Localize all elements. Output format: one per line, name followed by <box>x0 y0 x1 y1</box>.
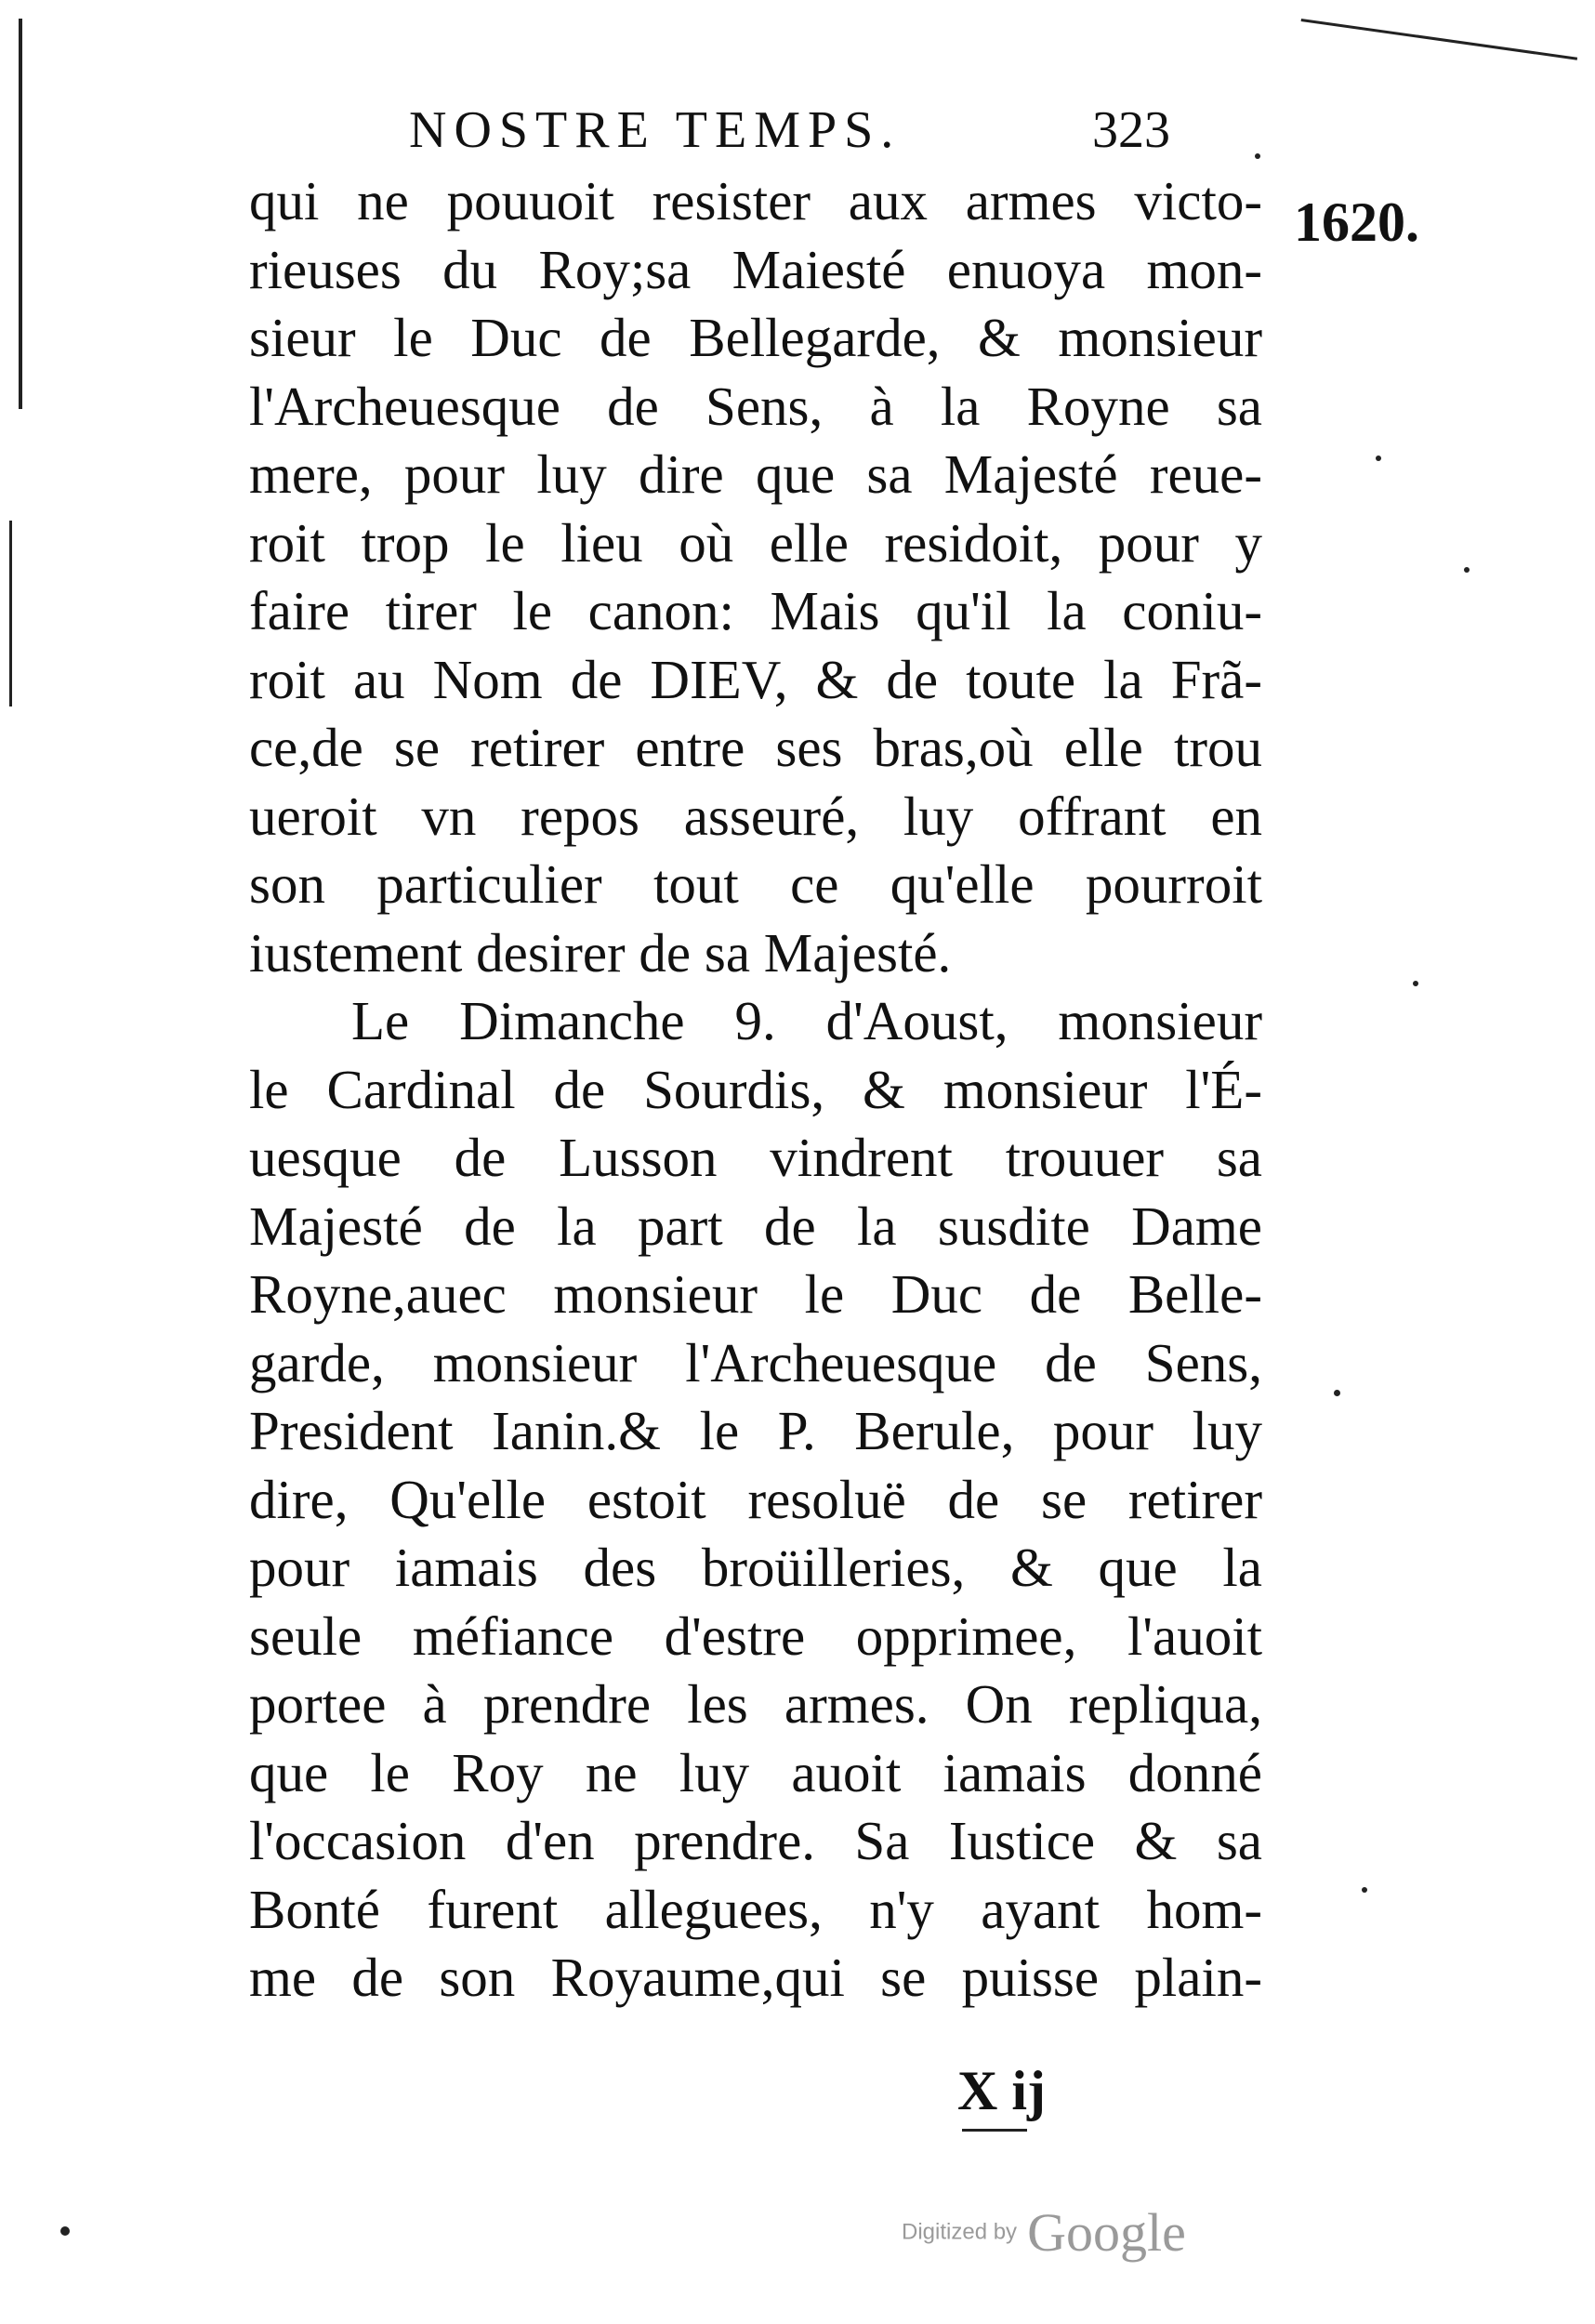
text-line: faire tirer le canon: Mais qu'il la coniu- <box>249 580 1262 641</box>
page-number: 323 <box>1092 101 1170 159</box>
text-line: que le Roy ne luy auoit iamais donné <box>249 1741 1262 1803</box>
text-line: portee à prendre les armes. On repliqua, <box>249 1673 1262 1735</box>
ink-speck <box>1334 1390 1340 1396</box>
text-line: uesque de Lusson vindrent trouuer sa <box>249 1127 1262 1188</box>
running-head: NOSTRE TEMPS. <box>409 101 902 159</box>
text-line: Royne,auec monsieur le Duc de Belle- <box>249 1263 1262 1325</box>
text-line: roit trop le lieu où elle residoit, pour y <box>249 511 1262 574</box>
text-line: qui ne pouuoit resister aux armes victo- <box>249 170 1262 231</box>
text-line: pour iamais des broüilleries, & que la <box>249 1537 1262 1598</box>
text-line: son particulier tout ce qu'elle pourroit <box>249 853 1262 915</box>
text-line: President Ianin.& le P. Berule, pour luy <box>249 1400 1262 1461</box>
text-line: garde, monsieur l'Archeuesque de Sens, <box>249 1331 1262 1393</box>
margin-year-note: 1620. <box>1294 191 1419 253</box>
google-logo: Google <box>1027 2202 1186 2263</box>
digitized-label: Digitized by <box>902 2219 1018 2245</box>
top-edge-line <box>1301 19 1577 60</box>
text-line: ueroit vn repos asseuré, luy offrant en <box>249 785 1262 847</box>
text-line: l'Archeuesque de Sens, à la Royne sa <box>249 375 1262 437</box>
body-text <box>249 167 1262 2013</box>
text-line: roit au Nom de DIEV, & de toute la Frã- <box>249 648 1262 710</box>
text-line: l'occasion d'en prendre. Sa Iustice & sa <box>249 1810 1262 1871</box>
text-line: sieur le Duc de Bellegarde, & monsieur <box>249 307 1262 368</box>
digitized-by-watermark <box>902 2201 1186 2264</box>
left-edge-mark <box>19 19 22 409</box>
text-line: ce,de se retirer entre ses bras,où elle trou <box>249 717 1262 778</box>
ink-speck <box>1376 456 1381 461</box>
ink-speck <box>60 2226 70 2236</box>
text-line: Bonté furent alleguees, n'y ayant hom- <box>249 1878 1262 1940</box>
text-line: rieuses du Roy;sa Maiesté enuoya mon- <box>249 238 1262 300</box>
left-edge-mark <box>9 521 12 706</box>
text-line: Le Dimanche 9. d'Aoust, monsieur <box>351 990 1262 1051</box>
text-line: iustement desirer de sa Majesté. <box>249 921 952 984</box>
text-line: seule méfiance d'estre opprimee, l'auoit <box>249 1604 1262 1667</box>
ink-speck <box>1464 567 1470 573</box>
text-line: Majesté de la part de la susdite Dame <box>249 1195 1262 1257</box>
ink-speck <box>1362 1887 1367 1893</box>
text-line: mere, pour luy dire que sa Majesté reue- <box>249 443 1262 505</box>
ink-speck <box>1255 153 1260 159</box>
signature-mark: X ij <box>957 2060 1046 2121</box>
ink-speck <box>1413 981 1418 986</box>
text-line: le Cardinal de Sourdis, & monsieur l'É- <box>249 1058 1262 1120</box>
text-line: me de son Royaume,qui se puisse plain- <box>249 1947 1262 2008</box>
text-line: dire, Qu'elle estoit resoluë de se retirer <box>249 1468 1262 1530</box>
signature-underline <box>962 2129 1027 2132</box>
